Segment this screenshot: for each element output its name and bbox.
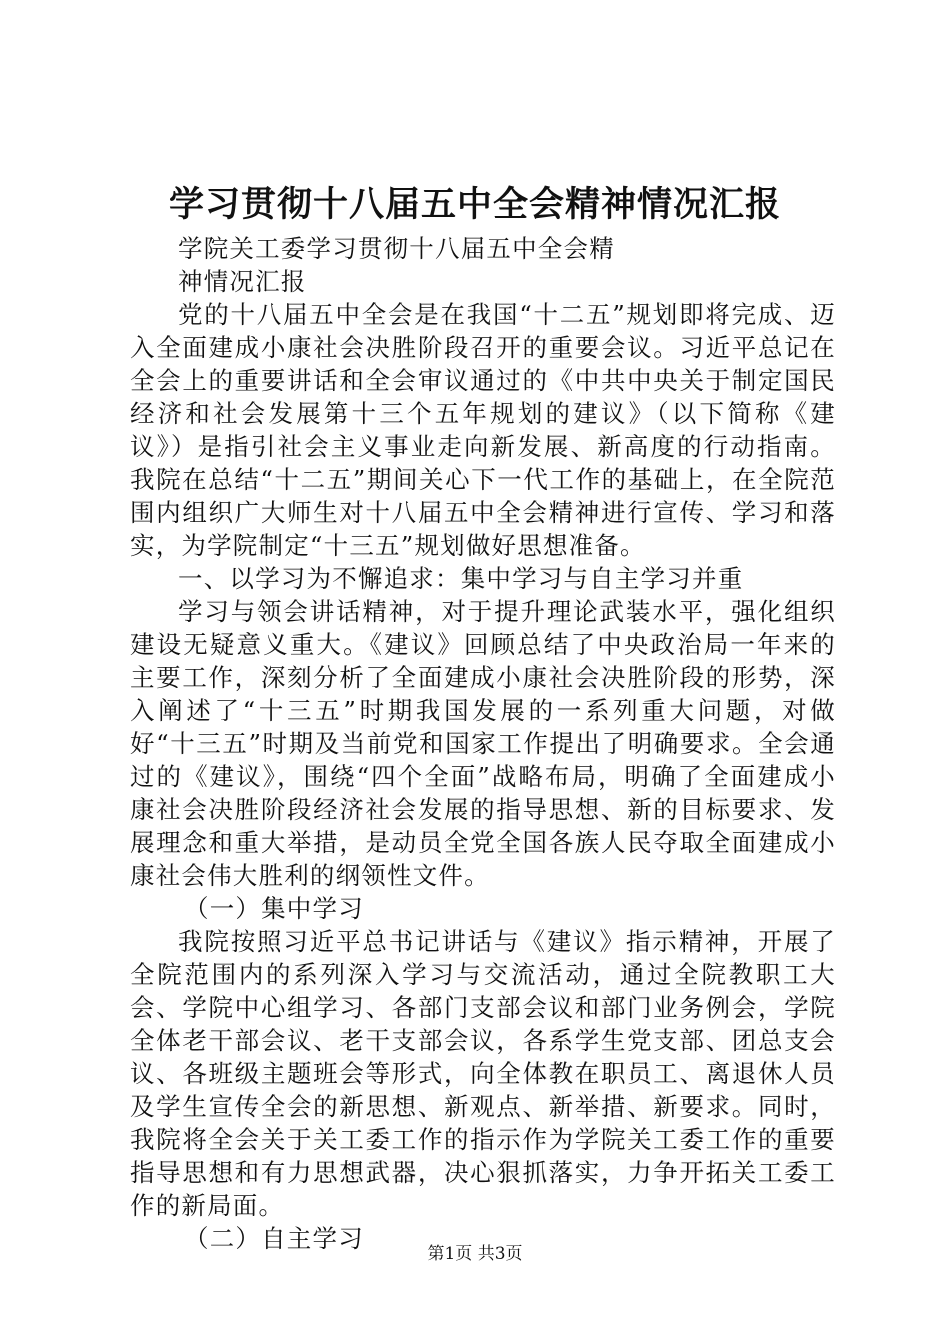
- subsection-heading-1: （一）集中学习: [184, 894, 364, 923]
- document-title: 学习贯彻十八届五中全会精神情况汇报: [168, 185, 781, 225]
- section-heading-1: 一、以学习为不懈追求：集中学习与自主学习并重: [178, 564, 744, 593]
- subtitle-line-2: 神情况汇报: [178, 267, 307, 296]
- paragraph-subsection-1: 我院按照习近平总书记讲话与《建议》指示精神，开展了全院范围内的系列深入学习与交流活动，通过全院教职工大会、学院中心组学习、各部门支部会议和部门业务例会，学院全体老干部会议、老干支部会议，各系学生党支部、团总支会议、各班级主题班会等形式，向全体教在职员工、离退休人员及学生宣传全会的新思想、新观点、新举措、新要求。同时，我院将全会关于关工委工作的指示作为学院关工委工作的重要指导思想和有力思想武器，决心狠抓落实，力争开拓关工委工作的新局面。: [130, 927, 836, 1220]
- paragraph-intro: 党的十八届五中全会是在我国“十二五”规划即将完成、迈入全面建成小康社会决胜阶段召开的重要会议。习近平总记在全会上的重要讲话和全会审议通过的《中共中央关于制定国民经济和社会发展第十三个五年规划的建议》（以下简称《建议》）是指引社会主义事业走向新发展、新高度的行动指南。我院在总结“十二五”期间关心下一代工作的基础上，在全院范围内组织广大师生对十八届五中全会精神进行宣传、学习和落实，为学院制定“十三五”规划做好思想准备。: [130, 300, 836, 560]
- document-body: [130, 232, 836, 1255]
- subsection-heading-2: （二）自主学习: [184, 1224, 364, 1253]
- subtitle-line-1: 学院关工委学习贯彻十八届五中全会精: [178, 234, 615, 263]
- page-footer: 第1页 共3页: [427, 1244, 523, 1264]
- paragraph-section-1: 学习与领会讲话精神，对于提升理论武装水平，强化组织建设无疑意义重大。《建议》回顾总结了中央政治局一年来的主要工作，深刻分析了全面建成小康社会决胜阶段的形势，深入阐述了“十三五”时期我国发展的一系列重大问题，对做好“十三五”时期及当前党和国家工作提出了明确要求。全会通过的《建议》，围绕“四个全面”战略布局，明确了全面建成小康社会决胜阶段经济社会发展的指导思想、新的目标要求、发展理念和重大举措，是动员全党全国各族人民夺取全面建成小康社会伟大胜利的纲领性文件。: [130, 597, 836, 890]
